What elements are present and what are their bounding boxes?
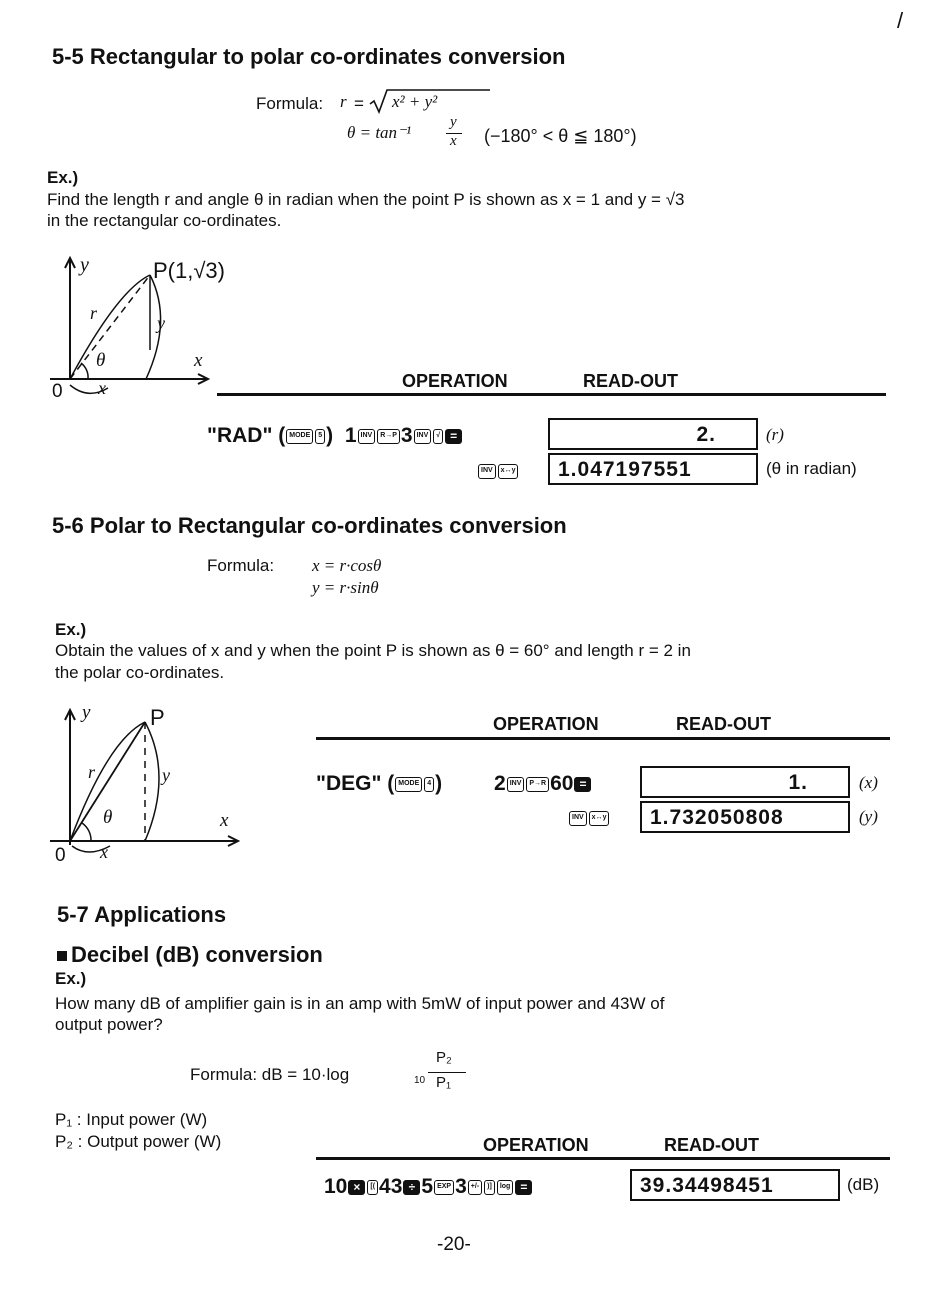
readout-display-x: 1.	[640, 766, 850, 798]
mode-prefix: "DEG" (	[316, 772, 395, 795]
unit-db: (dB)	[847, 1175, 880, 1194]
ex-text-line1: Find the length r and angle θ in radian when the point P is shown as x = 1 and y = √3	[47, 190, 685, 209]
fraction-num: y	[450, 114, 457, 130]
digit: 1	[344, 424, 357, 447]
close-paren-key-icon: )]	[484, 1180, 495, 1195]
equals-key-icon: =	[445, 429, 462, 444]
digit: 10	[324, 1175, 348, 1198]
equals-key-icon: =	[574, 777, 591, 792]
operation-row2	[477, 459, 519, 483]
ex-text-line2: the polar co-ordinates.	[55, 663, 225, 682]
readout-header: READ-OUT	[676, 714, 771, 734]
formula-eq: =	[354, 94, 364, 113]
digit: 5	[421, 1175, 434, 1198]
swap-key-icon: x↔y	[498, 464, 519, 479]
formula-y: y = r·sinθ	[312, 578, 379, 597]
readout-display-r: 2.	[548, 418, 758, 450]
fig1-x-len-label: x	[98, 378, 106, 398]
operation-header: OPERATION	[483, 1135, 589, 1155]
sign-key-icon: +/-	[468, 1180, 482, 1195]
fig2-r-label: r	[88, 762, 96, 782]
mode-key-icon: MODE	[395, 777, 422, 792]
formula-den: P₁	[436, 1074, 452, 1091]
unit-y: (y)	[859, 807, 878, 826]
p2-definition: P₂ : Output power (W)	[55, 1132, 222, 1151]
formula-r-lhs: r	[340, 92, 347, 111]
formula-num: P₂	[436, 1049, 452, 1066]
formula-radicand: x² + y²	[392, 92, 438, 111]
digit: 60	[550, 772, 574, 795]
operation-row2	[568, 806, 610, 830]
subsection-title: Decibel (dB) conversion	[71, 942, 323, 967]
inv-key-icon: INV	[569, 811, 587, 826]
formula-x: x = r·cosθ	[312, 556, 382, 575]
table-rule	[217, 393, 886, 396]
formula-label: Formula:	[256, 94, 324, 113]
five-key-icon: 5	[315, 429, 325, 444]
section-title-5-5: 5-5 Rectangular to polar co-ordinates conversion	[52, 44, 566, 69]
fig2-y-len-label: y	[162, 765, 170, 785]
table-rule	[316, 737, 890, 740]
r-to-p-key-icon: R→P	[377, 429, 400, 444]
fig2-point-label: P	[150, 705, 165, 730]
section-title-5-7: 5-7 Applications	[57, 902, 227, 927]
equals-key-icon: =	[515, 1180, 532, 1195]
digit: 3	[400, 424, 413, 447]
fig2-x-len-label: x	[100, 842, 108, 862]
ex-label: Ex.)	[55, 620, 87, 639]
digit: 2	[494, 772, 506, 795]
formula-range: (−180° < θ ≦ 180°)	[484, 126, 637, 146]
times-key-icon: ×	[348, 1180, 365, 1195]
bullet-square-icon	[57, 951, 67, 961]
fraction-bar	[428, 1072, 466, 1073]
fig2-x-axis-label: x	[220, 810, 229, 831]
operation-row-db	[324, 1175, 533, 1199]
inv-key-icon: INV	[507, 777, 525, 792]
exp-key-icon: EXP	[434, 1180, 454, 1195]
readout-display-y: 1.732050808	[640, 801, 850, 833]
table-rule	[316, 1157, 890, 1160]
log-key-icon: log	[497, 1180, 514, 1195]
inv-key-icon: INV	[358, 429, 376, 444]
ex-text-line2: in the rectangular co-ordinates.	[47, 211, 282, 230]
fig1-y-len-label: y	[157, 313, 165, 333]
section-title-5-6: 5-6 Polar to Rectangular co-ordinates conversion	[52, 513, 567, 538]
operation-row1	[207, 424, 463, 448]
fig2-theta-label: θ	[103, 807, 113, 828]
inv-key-icon: INV	[414, 429, 432, 444]
mode-prefix: "RAD" (	[207, 424, 286, 447]
ex-text-line1: How many dB of amplifier gain is in an amp with 5mW of input power and 43W of	[55, 994, 665, 1013]
readout-header: READ-OUT	[583, 371, 678, 391]
p-to-r-key-icon: P→R	[526, 777, 549, 792]
readout-header: READ-OUT	[664, 1135, 759, 1155]
ex-text-line1: Obtain the values of x and y when the point P is shown as θ = 60° and length r = 2 in	[55, 641, 691, 660]
mode-close: )	[435, 772, 443, 795]
formula-db: Formula: dB = 10·log	[190, 1065, 350, 1084]
ex-text-line2: output power?	[55, 1015, 163, 1034]
ex-label: Ex.)	[55, 969, 87, 988]
divide-key-icon: ÷	[403, 1180, 420, 1195]
mode-key-icon: MODE	[286, 429, 313, 444]
fig1-origin-label: 0	[52, 381, 63, 402]
unit-x: (x)	[859, 773, 878, 792]
operation-row1-keys	[494, 772, 592, 796]
operation-row1	[316, 772, 442, 796]
formula-theta-lhs: θ = tan⁻¹	[347, 123, 412, 142]
fig1-x-axis-label: x	[194, 350, 203, 371]
open-paren-key-icon: [(	[367, 1180, 378, 1195]
p1-definition: P₁ : Input power (W)	[55, 1110, 208, 1129]
polar-to-rect-figure	[48, 700, 248, 860]
swap-key-icon: x↔y	[589, 811, 610, 826]
mode-close: )	[326, 424, 334, 447]
page-number: -20-	[437, 1234, 471, 1255]
readout-display-db: 39.34498451	[630, 1169, 840, 1201]
fraction-den: x	[450, 133, 457, 149]
unit-r: (r)	[766, 425, 784, 444]
operation-header: OPERATION	[402, 371, 508, 391]
fig1-y-axis-label: y	[80, 254, 89, 276]
ex-label: Ex.)	[47, 168, 79, 187]
corner-mark: /	[897, 8, 904, 33]
formula-log-base: 10	[414, 1075, 426, 1086]
fig1-theta-label: θ	[96, 350, 106, 371]
fig1-r-label: r	[90, 303, 98, 323]
inv-key-icon: INV	[478, 464, 496, 479]
formula-label: Formula:	[207, 556, 275, 575]
fig2-origin-label: 0	[55, 845, 66, 866]
readout-display-theta: 1.047197551	[548, 453, 758, 485]
digit: 43	[379, 1175, 403, 1198]
sqrt-key-icon: √	[433, 429, 443, 444]
fig1-point-label: P(1,√3)	[153, 258, 225, 283]
fig2-y-axis-label: y	[82, 702, 91, 723]
unit-theta: (θ in radian)	[766, 459, 857, 478]
operation-header: OPERATION	[493, 714, 599, 734]
four-key-icon: 4	[424, 777, 434, 792]
digit: 3	[455, 1175, 467, 1198]
